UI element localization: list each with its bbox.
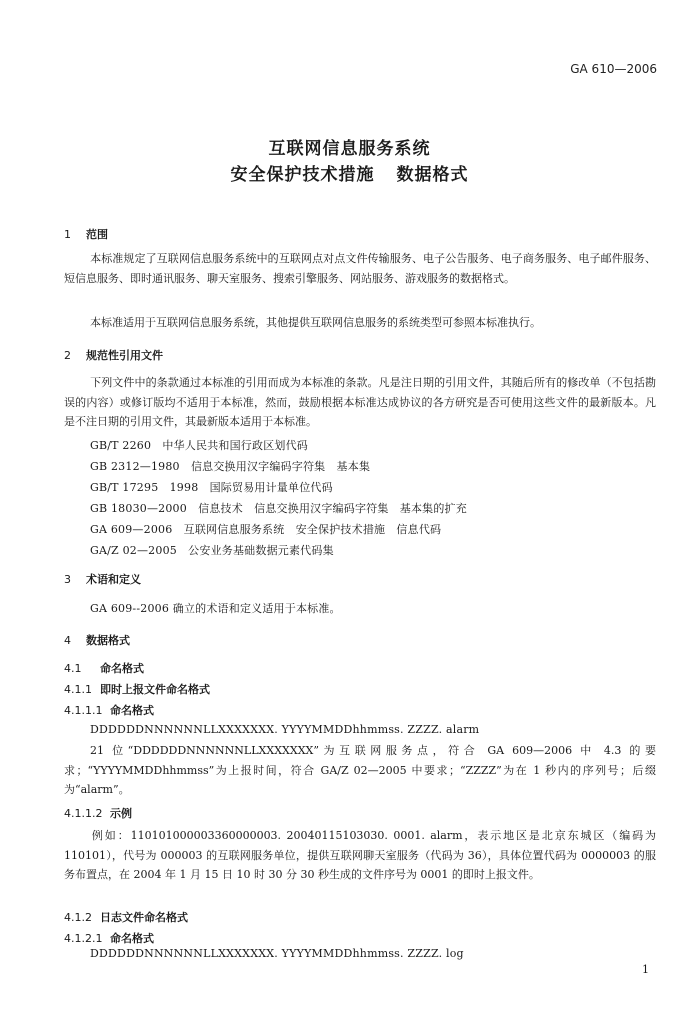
section-1-heading: [64, 226, 108, 242]
section-number: 4.1.1: [64, 683, 92, 696]
paragraph-text: 下列文件中的条款通过本标准的引用而成为本标准的条款。凡是注日期的引用文件，其随后所有的修改单（不包括勘误的内容）或修订版均不适用于本标准，然而，鼓励根据本标准达成协议的各方研究是否可使用这些文件的最新版本。凡是不注日期的引用文件，其最新版本适用于本标准。: [64, 376, 656, 428]
reference-item: GA 609—2006 互联网信息服务系统 安全保护技术措施 信息代码: [90, 523, 442, 536]
section-number: 2: [64, 349, 71, 362]
section-1-paragraph-2: [64, 313, 656, 333]
section-2-heading: [64, 347, 163, 363]
reference-item: GB 18030—2000 信息技术 信息交换用汉字编码字符集 基本集的扩充: [90, 502, 467, 515]
section-title: 即时上报文件命名格式: [100, 683, 210, 696]
section-title: 日志文件命名格式: [100, 911, 188, 924]
paragraph-text: 21 位“DDDDDDNNNNNNLLXXXXXXX”为互联网服务点，符合 GA 609—2006 中 4.3 的要求；“YYYYMMDDhhmmss”为上报时间，符合 GA/Z 02—2005 中要求；“ZZZZ”为在 1 秒内的序列号；后缀为“alarm”。: [64, 744, 656, 796]
paragraph-text: 本标准规定了互联网信息服务系统中的互联网点对点文件传输服务、电子公告服务、电子商务服务、电子邮件服务、短信息服务、即时通讯服务、聊天室服务、搜索引擎服务、网站服务、游戏服务的数据格式。: [64, 252, 656, 285]
section-number: 4.1: [64, 662, 82, 675]
subsection-4-1-2-heading: [64, 909, 188, 925]
paragraph-text: 本标准适用于互联网信息服务系统，其他提供互联网信息服务的系统类型可参照本标准执行。: [90, 316, 541, 329]
section-title: 数据格式: [86, 634, 130, 647]
subsection-4-1-1-1-heading: [64, 702, 154, 718]
section-title: 命名格式: [100, 662, 144, 675]
section-2-paragraph-1: [64, 373, 656, 432]
example-paragraph: [64, 826, 656, 885]
reference-item: GB/T 2260 中华人民共和国行政区划代码: [90, 439, 309, 452]
section-title: 命名格式: [110, 704, 154, 717]
subsection-4-1-1-2-heading: [64, 805, 132, 821]
format-description: [64, 741, 656, 800]
section-title: 规范性引用文件: [86, 349, 163, 362]
reference-item: GA/Z 02—2005 公安业务基础数据元素代码集: [90, 544, 334, 557]
section-title: 术语和定义: [86, 573, 141, 586]
section-title: 命名格式: [110, 932, 154, 945]
title-line-2: [0, 160, 699, 185]
title-line-2-part-b: 数据格式: [396, 165, 469, 185]
section-3-paragraph-1: GA 609--2006 确立的术语和定义适用于本标准。: [90, 602, 341, 615]
section-title: 范围: [86, 228, 108, 241]
section-3-heading: [64, 571, 141, 587]
section-title: 示例: [110, 807, 132, 820]
section-number: 4.1.2.1: [64, 932, 103, 945]
title-line-2-part-a: 安全保护技术措施: [230, 165, 375, 185]
paragraph-text: 例如：110101000003360000003. 20040115103030. 0001. alarm，表示地区是北京东城区（编码为 110101），代号为 000003 的互联网服务单位，提供互联网聊天室服务（代码为 36），具体位置代码为 0000003 的服务布置点，在 2004 年 1 月 15 日 10 时 30 分 30 秒生成的文件序号为 0001 的即时上报文件。: [64, 829, 656, 881]
section-4-heading: [64, 632, 130, 648]
section-number: 1: [64, 228, 71, 241]
page-number: 1: [642, 963, 649, 976]
section-number: 4: [64, 634, 71, 647]
section-1-paragraph-1: [64, 249, 656, 288]
section-number: 3: [64, 573, 71, 586]
section-number: 4.1.1.2: [64, 807, 103, 820]
subsection-4-1-heading: [64, 660, 144, 676]
title-line-1: 互联网信息服务系统: [268, 139, 431, 159]
subsection-4-1-1-heading: [64, 681, 210, 697]
section-number: 4.1.2: [64, 911, 92, 924]
section-number: 4.1.1.1: [64, 704, 103, 717]
reference-item: GB 2312—1980 信息交换用汉字编码字符集 基本集: [90, 460, 371, 473]
file-name-format-1: DDDDDDNNNNNNLLXXXXXXX. YYYYMMDDhhmmss. ZZZZ. alarm: [90, 723, 480, 736]
reference-item: GB/T 17295 1998 国际贸易用计量单位代码: [90, 481, 333, 494]
file-name-format-2: DDDDDDNNNNNNLLXXXXXXX. YYYYMMDDhhmmss. ZZZZ. log: [90, 947, 464, 960]
document-code: GA 610—2006: [570, 62, 657, 76]
subsection-4-1-2-1-heading: [64, 930, 154, 946]
